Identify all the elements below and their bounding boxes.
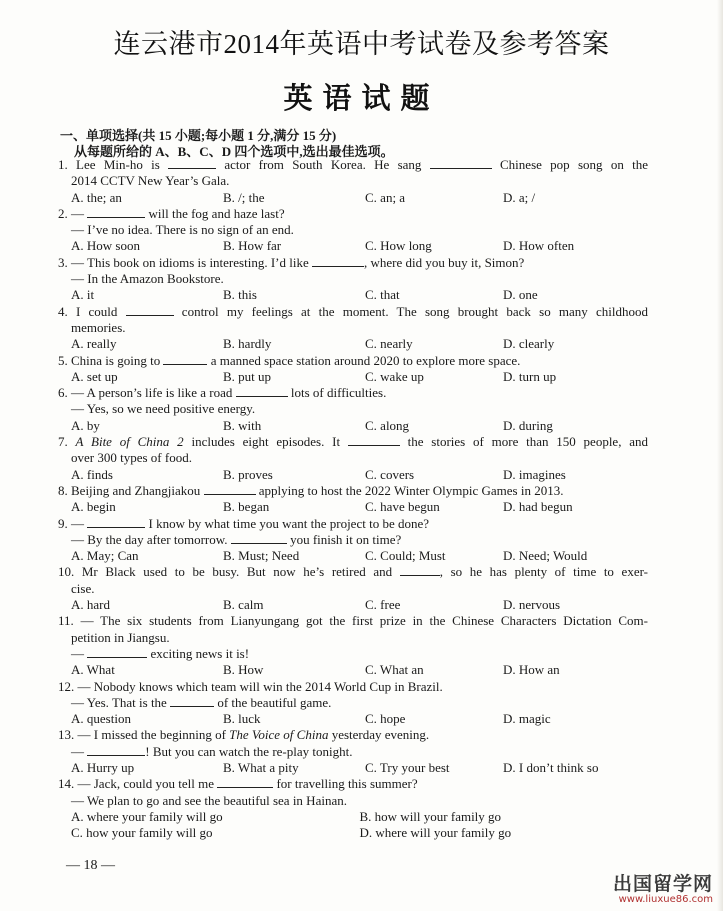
question-text: will the fog and haze last?	[145, 205, 285, 221]
option-row	[58, 825, 648, 841]
answer-option: B. How far	[223, 238, 282, 254]
question-list	[58, 157, 648, 841]
answer-option: B. this	[223, 287, 257, 303]
question-text: — I’ve no idea. There is no sign of an end.	[71, 222, 294, 238]
option-row	[58, 369, 648, 385]
question-item	[58, 776, 648, 841]
answer-option: D. magic	[503, 711, 551, 727]
answer-option: A. Hurry up	[71, 759, 135, 775]
answer-blank	[312, 256, 364, 267]
answer-option: A. really	[71, 336, 117, 352]
answer-option: D. where will your family go	[359, 825, 512, 841]
page-title: 连云港市2014年英语中考试卷及参考答案	[113, 29, 610, 59]
answer-option: C. that	[365, 287, 400, 303]
answer-option: C. free	[365, 597, 401, 613]
question-text: 7.	[58, 434, 76, 450]
question-text: — We plan to go and see the beautiful sea in Hainan.	[71, 792, 347, 808]
question-item	[58, 516, 648, 565]
answer-option: D. nervous	[503, 597, 561, 613]
question-text: exciting news it is!	[147, 645, 250, 661]
question-text: — By the day after tomorrow.	[71, 531, 231, 547]
option-row	[58, 809, 648, 825]
question-text: 11. — The six students from Lianyungang got the first prize in the Chinese Characters Dictation Com-	[58, 613, 648, 629]
question-text: 8. Beijing and Zhangjiakou	[58, 482, 204, 498]
question-item	[58, 483, 648, 516]
question-item	[58, 255, 648, 304]
answer-option: B. how will your family go	[359, 808, 502, 824]
option-row	[58, 711, 648, 727]
answer-blank	[163, 354, 207, 365]
question-text: 9. —	[58, 515, 88, 531]
question-text: , so he has plenty of time to exer-	[439, 564, 648, 580]
question-text-line	[58, 173, 648, 189]
answer-option: B. began	[223, 499, 270, 515]
question-text-line	[58, 679, 648, 695]
answer-blank	[87, 647, 147, 658]
answer-option: C. along	[365, 417, 410, 433]
question-text-line	[58, 206, 648, 222]
question-text: includes eight episodes. It	[183, 434, 348, 450]
option-row	[58, 287, 648, 303]
answer-option: D. How an	[503, 662, 560, 678]
question-item	[58, 157, 648, 206]
question-text-line	[58, 401, 648, 417]
question-text: 12. — Nobody knows which team will win the 2014 World Cup in Brazil.	[58, 678, 443, 694]
answer-option: A. where your family will go	[71, 808, 223, 824]
question-text: I know by what time you want the project to be done?	[145, 515, 430, 531]
answer-option: D. How often	[503, 238, 575, 254]
question-text: the stories of more than 150 people, and	[399, 434, 648, 450]
answer-option: B. calm	[223, 597, 264, 613]
question-text-line	[58, 483, 648, 499]
question-text-line	[58, 695, 648, 711]
question-text-line	[58, 271, 648, 287]
answer-blank	[87, 517, 145, 528]
question-text: you finish it on time?	[286, 531, 402, 547]
answer-option: D. had begun	[503, 499, 573, 515]
question-text: 2. —	[58, 205, 88, 221]
question-text: 2014 CCTV New Year’s Gala.	[71, 173, 230, 189]
question-text-line	[58, 320, 648, 336]
answer-blank	[236, 386, 288, 397]
question-text: lots of difficulties.	[287, 385, 387, 401]
question-text-line	[58, 222, 648, 238]
question-text: petition in Jiangsu.	[71, 629, 170, 645]
answer-option: D. Need; Would	[503, 548, 588, 564]
question-item	[58, 304, 648, 353]
answer-option: A. it	[71, 287, 95, 303]
answer-option: D. imagines	[503, 466, 566, 482]
answer-blank	[217, 777, 273, 788]
answer-option: D. turn up	[503, 368, 557, 384]
answer-option: B. Must; Need	[223, 548, 300, 564]
watermark-url: www.liuxue86.com	[618, 894, 713, 905]
question-text-line	[58, 630, 648, 646]
question-text-line	[58, 157, 648, 173]
answer-option: C. how your family will go	[71, 825, 213, 841]
question-text: of the beautiful game.	[214, 694, 332, 710]
question-text: 13. — I missed the beginning of	[58, 727, 230, 743]
answer-option: B. with	[223, 417, 262, 433]
option-row	[58, 760, 648, 776]
question-text: — Yes, so we need positive energy.	[71, 401, 256, 417]
question-item	[58, 613, 648, 678]
answer-blank	[168, 158, 216, 169]
question-text-line	[58, 516, 648, 532]
answer-option: A. How soon	[71, 238, 140, 254]
question-text-line	[58, 793, 648, 809]
option-row	[58, 662, 648, 678]
question-text: over 300 types of food.	[71, 450, 192, 466]
answer-option: A. by	[71, 417, 100, 433]
question-text-line	[58, 613, 648, 629]
question-text: cise.	[71, 580, 95, 596]
answer-option: A. begin	[71, 499, 116, 515]
question-text: —	[71, 743, 88, 759]
answer-option: C. have begun	[365, 499, 440, 515]
option-row	[58, 597, 648, 613]
question-item	[58, 564, 648, 613]
answer-blank	[87, 207, 145, 218]
answer-option: D. I don’t think so	[503, 759, 599, 775]
question-text: applying to host the 2022 Winter Olympic Games in 2013.	[255, 482, 564, 498]
question-text: for travelling this summer?	[273, 776, 418, 792]
option-row	[58, 467, 648, 483]
answer-blank	[87, 745, 145, 756]
answer-blank	[126, 305, 174, 316]
answer-option: D. during	[503, 417, 553, 433]
answer-option: C. an; a	[365, 189, 406, 205]
title-italic: A Bite of China 2	[75, 434, 184, 450]
answer-option: D. a; /	[503, 189, 536, 205]
question-text: 6. — A person’s life is like a road	[58, 385, 236, 401]
question-text: 1. Lee Min-ho is	[58, 157, 169, 172]
question-text: Chinese pop song on the	[491, 157, 649, 172]
question-text-line	[58, 776, 648, 792]
question-text: 10. Mr Black used to be busy. But now he’s retired and	[58, 564, 400, 580]
answer-option: B. /; the	[223, 189, 265, 205]
page-number: — 18 —	[66, 858, 115, 873]
answer-option: A. What	[71, 662, 115, 678]
answer-option: A. question	[71, 711, 131, 727]
question-text: memories.	[71, 319, 126, 335]
question-item	[58, 679, 648, 728]
question-text: a manned space station around 2020 to explore more space.	[207, 352, 521, 368]
answer-option: B. What a pity	[223, 759, 299, 775]
answer-blank	[231, 533, 287, 544]
question-text: —	[71, 645, 88, 661]
answer-option: D. clearly	[503, 336, 555, 352]
answer-option: A. finds	[71, 466, 113, 482]
question-text: 14. — Jack, could you tell me	[58, 776, 218, 792]
option-row	[58, 238, 648, 254]
question-item	[58, 206, 648, 255]
answer-blank	[170, 696, 214, 707]
question-text-line	[58, 385, 648, 401]
question-text-line	[58, 646, 648, 662]
answer-option: C. wake up	[365, 368, 424, 384]
answer-blank	[348, 435, 400, 446]
question-text: 4. I could	[58, 303, 126, 319]
answer-option: A. May; Can	[71, 548, 139, 564]
answer-option: C. What an	[365, 662, 424, 678]
question-text: control my feelings at the moment. The song brought back so many childhood	[173, 303, 648, 319]
question-text: 3. — This book on idioms is interesting. I’d like	[58, 254, 312, 270]
question-text: yesterday evening.	[328, 727, 430, 743]
question-text-line	[58, 450, 648, 466]
question-text-line	[58, 532, 648, 548]
question-text-line	[58, 744, 648, 760]
answer-option: B. How	[223, 662, 264, 678]
answer-blank	[400, 565, 440, 576]
question-text: ! But you can watch the re-play tonight.	[145, 743, 353, 759]
answer-option: C. nearly	[365, 336, 413, 352]
question-text-line	[58, 353, 648, 369]
option-row	[58, 548, 648, 564]
answer-option: C. How long	[365, 238, 432, 254]
question-item	[58, 353, 648, 386]
answer-option: C. Could; Must	[365, 548, 446, 564]
question-text: — Yes. That is the	[71, 694, 171, 710]
answer-option: A. set up	[71, 368, 118, 384]
answer-option: C. covers	[365, 466, 415, 482]
answer-option: B. luck	[223, 711, 261, 727]
answer-blank	[430, 158, 492, 169]
question-item	[58, 385, 648, 434]
answer-option: D. one	[503, 287, 538, 303]
scan-edge	[717, 0, 723, 911]
part-title: 一、单项选择(共 15 小题;每小题 1 分,满分 15 分)	[60, 128, 337, 143]
answer-option: B. proves	[223, 466, 273, 482]
option-row	[58, 499, 648, 515]
option-row	[58, 418, 648, 434]
watermark-site-name: 出国留学网	[612, 873, 713, 895]
answer-option: B. hardly	[223, 336, 272, 352]
question-text-line	[58, 727, 648, 743]
question-text: , where did you buy it, Simon?	[363, 254, 525, 270]
question-text-line	[58, 581, 648, 597]
question-text: — In the Amazon Bookstore.	[71, 271, 224, 287]
question-text-line	[58, 304, 648, 320]
question-text-line	[58, 564, 648, 580]
option-row	[58, 190, 648, 206]
answer-option: A. hard	[71, 597, 110, 613]
question-item	[58, 727, 648, 776]
answer-option: A. the; an	[71, 189, 122, 205]
question-item	[58, 434, 648, 483]
question-text-line	[58, 434, 648, 450]
answer-option: C. hope	[365, 711, 406, 727]
answer-option: C. Try your best	[365, 759, 450, 775]
part-instruction: 从每题所给的 A、B、C、D 四个选项中,选出最佳选项。	[74, 144, 394, 159]
option-row	[58, 336, 648, 352]
answer-blank	[204, 484, 256, 495]
section-heading: 英语试题	[283, 83, 440, 115]
question-text: 5. China is going to	[58, 352, 164, 368]
title-italic: The Voice of China	[229, 727, 329, 743]
question-text-line	[58, 255, 648, 271]
question-text: actor from South Korea. He sang	[216, 157, 430, 172]
answer-option: B. put up	[223, 368, 272, 384]
watermark	[613, 869, 713, 905]
